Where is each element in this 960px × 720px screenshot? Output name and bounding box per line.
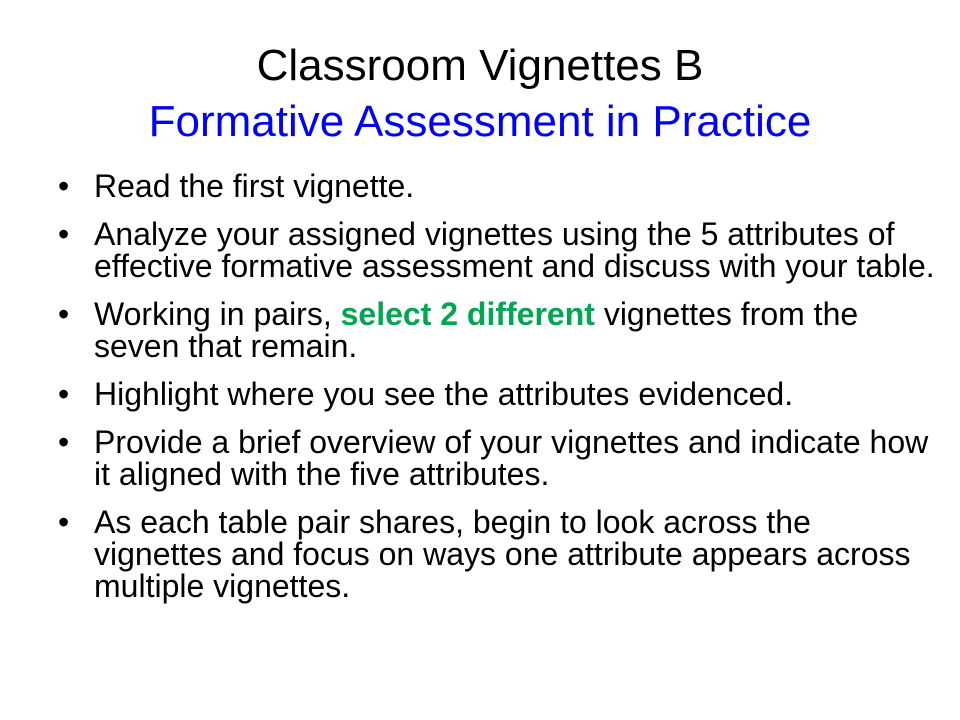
bullet-item-1 [58,170,938,202]
bullet-text-before: Working in pairs, [94,296,341,332]
bullet-text: Highlight where you see the attributes evidenced. [94,376,794,412]
bullet-text: Read the first vignette. [94,168,415,204]
bullet-item-6 [58,506,938,602]
bullet-item-5 [58,426,938,490]
title-main: Classroom Vignettes B [256,41,704,90]
bullet-item-4 [58,378,938,410]
bullet-dot: • [58,376,70,412]
bullet-dot: • [58,424,70,460]
bullet-text-after: vignettes from the seven that remain. [94,296,859,364]
bullet-dot: • [58,504,70,540]
bullet-item-3 [58,298,938,362]
bullet-text: Provide a brief overview of your vignettes and indicate how it aligned with the five attributes. [94,424,929,492]
slide-title [0,38,960,150]
bullet-dot: • [58,216,70,252]
title-subtitle: Formative Assessment in Practice [148,97,812,146]
bullet-dot: • [58,296,70,332]
bullet-dot: • [58,168,70,204]
bullet-text: Analyze your assigned vignettes using the 5 attributes of effective formative assessment and discuss with your table. [94,216,935,284]
bullet-emphasis: select 2 different [340,296,595,332]
bullet-text: As each table pair shares, begin to look across the vignettes and focus on ways one attribute appears across multiple vignettes. [94,504,911,604]
bullet-item-2 [58,218,938,282]
bullet-list [58,170,938,602]
